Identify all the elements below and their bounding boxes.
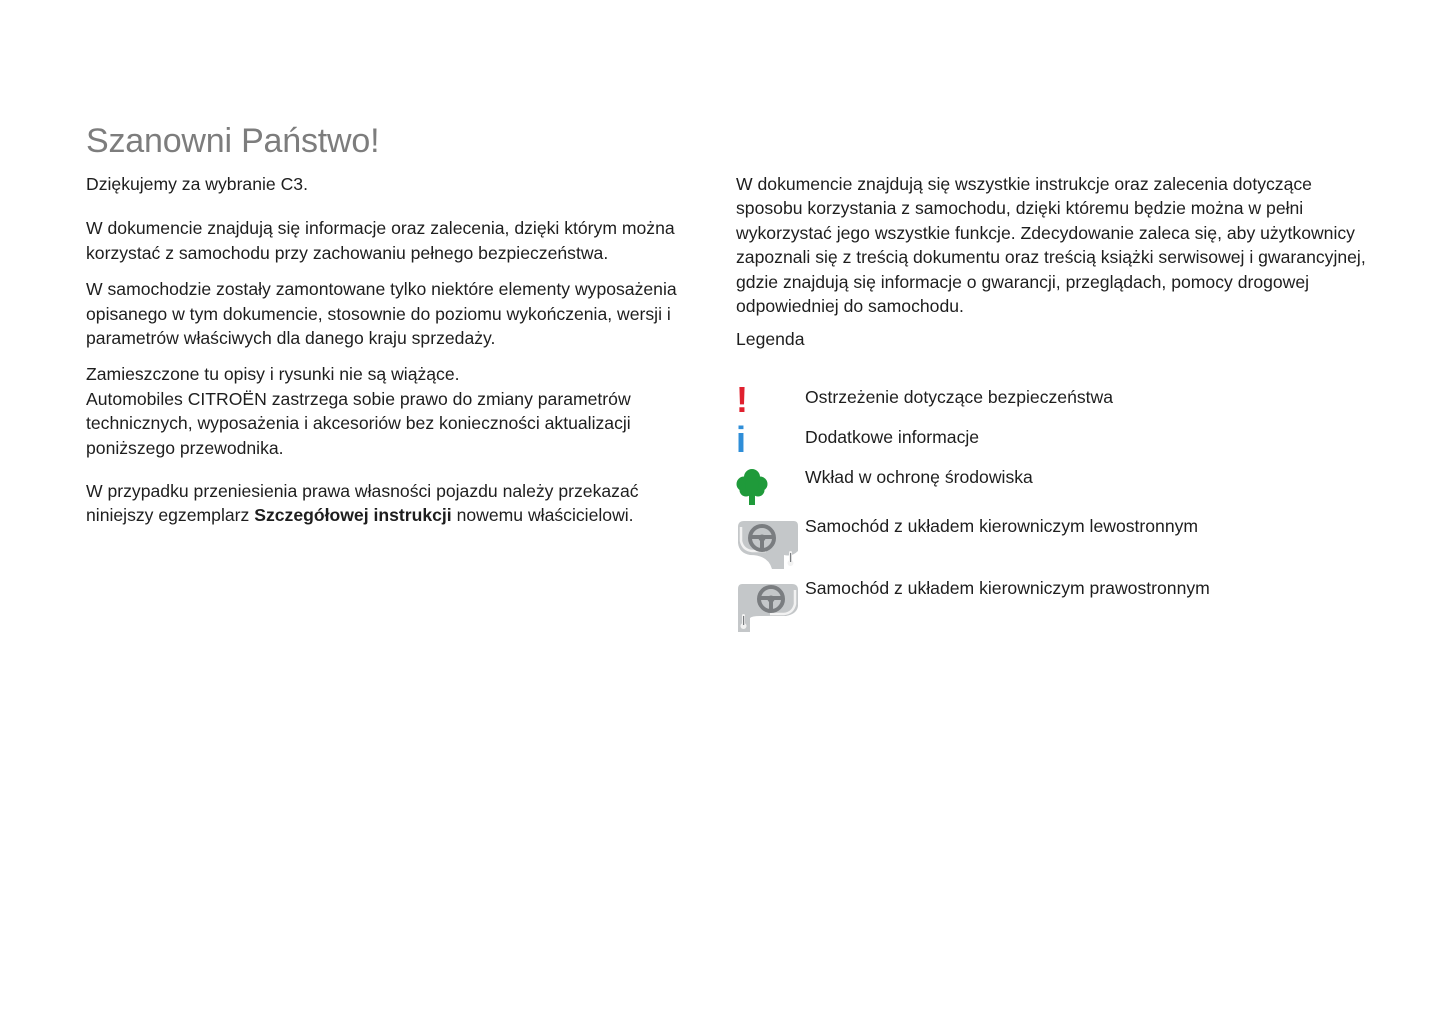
legend-label-lhd: Samochód z układem kierowniczym lewostronnym bbox=[805, 516, 1199, 536]
legend-label-environment: Wkład w ochronę środowiska bbox=[805, 467, 1033, 487]
ownership-text-start: W przypadku przeniesienia prawa własności pojazdu należy przekazać niniejszy egzemplarz bbox=[86, 481, 639, 526]
equipment-paragraph: W samochodzie zostały zamontowane tylko niektóre elementy wyposażenia opisanego w tym dokumencie, stosownie do poziomu wykończenia, wersji i parametrów właściwych dla danego kraju sprzedaży. bbox=[86, 279, 677, 349]
disclaimer-line-2: Automobiles CITROËN zastrzega sobie prawo do zmiany parametrów technicznych, wyposażenia i akcesoriów bez konieczności aktualizacji poniższego przewodnika. bbox=[86, 388, 631, 458]
warning-exclamation-icon: ! bbox=[736, 379, 748, 420]
legend-title: Legenda bbox=[736, 329, 805, 350]
page-title: Szanowni Państwo! bbox=[86, 122, 380, 160]
legend-label-info: Dodatkowe informacje bbox=[805, 427, 980, 447]
thanks-paragraph: Dziękujemy za wybranie C3. bbox=[86, 174, 308, 194]
info-icon: i bbox=[736, 419, 747, 460]
ownership-text-end: nowemu właścicielowi. bbox=[451, 505, 634, 526]
right-column bbox=[736, 172, 1376, 352]
document-intro-paragraph: W dokumencie znajdują się wszystkie instrukcje oraz zalecenia dotyczące sposobu korzystania z samochodu, dzięki któremu będzie można w pełni wykorzystać jego wszystkie funkcje. Zdecydowanie zaleca się, aby użytkownicy zapoznali się z treścią dokumentu oraz treścią książki serwisowej i gwarancyjnej, gdzie znajdują się informacje o gwarancji, przeglądach, pomocy drogowej odpowiedniej do samochodu. bbox=[736, 174, 1366, 317]
safety-info-paragraph: W dokumencie znajdują się informacje oraz zalecenia, dzięki którym można korzystać z samochodu przy zachowaniu pełnego bezpieczeństwa. bbox=[86, 218, 675, 263]
ownership-transfer-paragraph bbox=[86, 479, 696, 528]
tree-icon bbox=[736, 468, 768, 513]
right-hand-drive-icon bbox=[736, 580, 800, 639]
disclaimer-line-1: Zamieszczone tu opisy i rysunki nie są wiążące. bbox=[86, 364, 460, 385]
manual-name: Szczegółowej instrukcji bbox=[254, 505, 452, 526]
legend-label-warning: Ostrzeżenie dotyczące bezpieczeństwa bbox=[805, 387, 1114, 407]
left-column bbox=[86, 172, 696, 528]
left-hand-drive-icon bbox=[736, 517, 800, 576]
legend-label-rhd: Samochód z układem kierowniczym prawostronnym bbox=[805, 578, 1210, 598]
disclaimer-paragraph bbox=[86, 362, 696, 460]
